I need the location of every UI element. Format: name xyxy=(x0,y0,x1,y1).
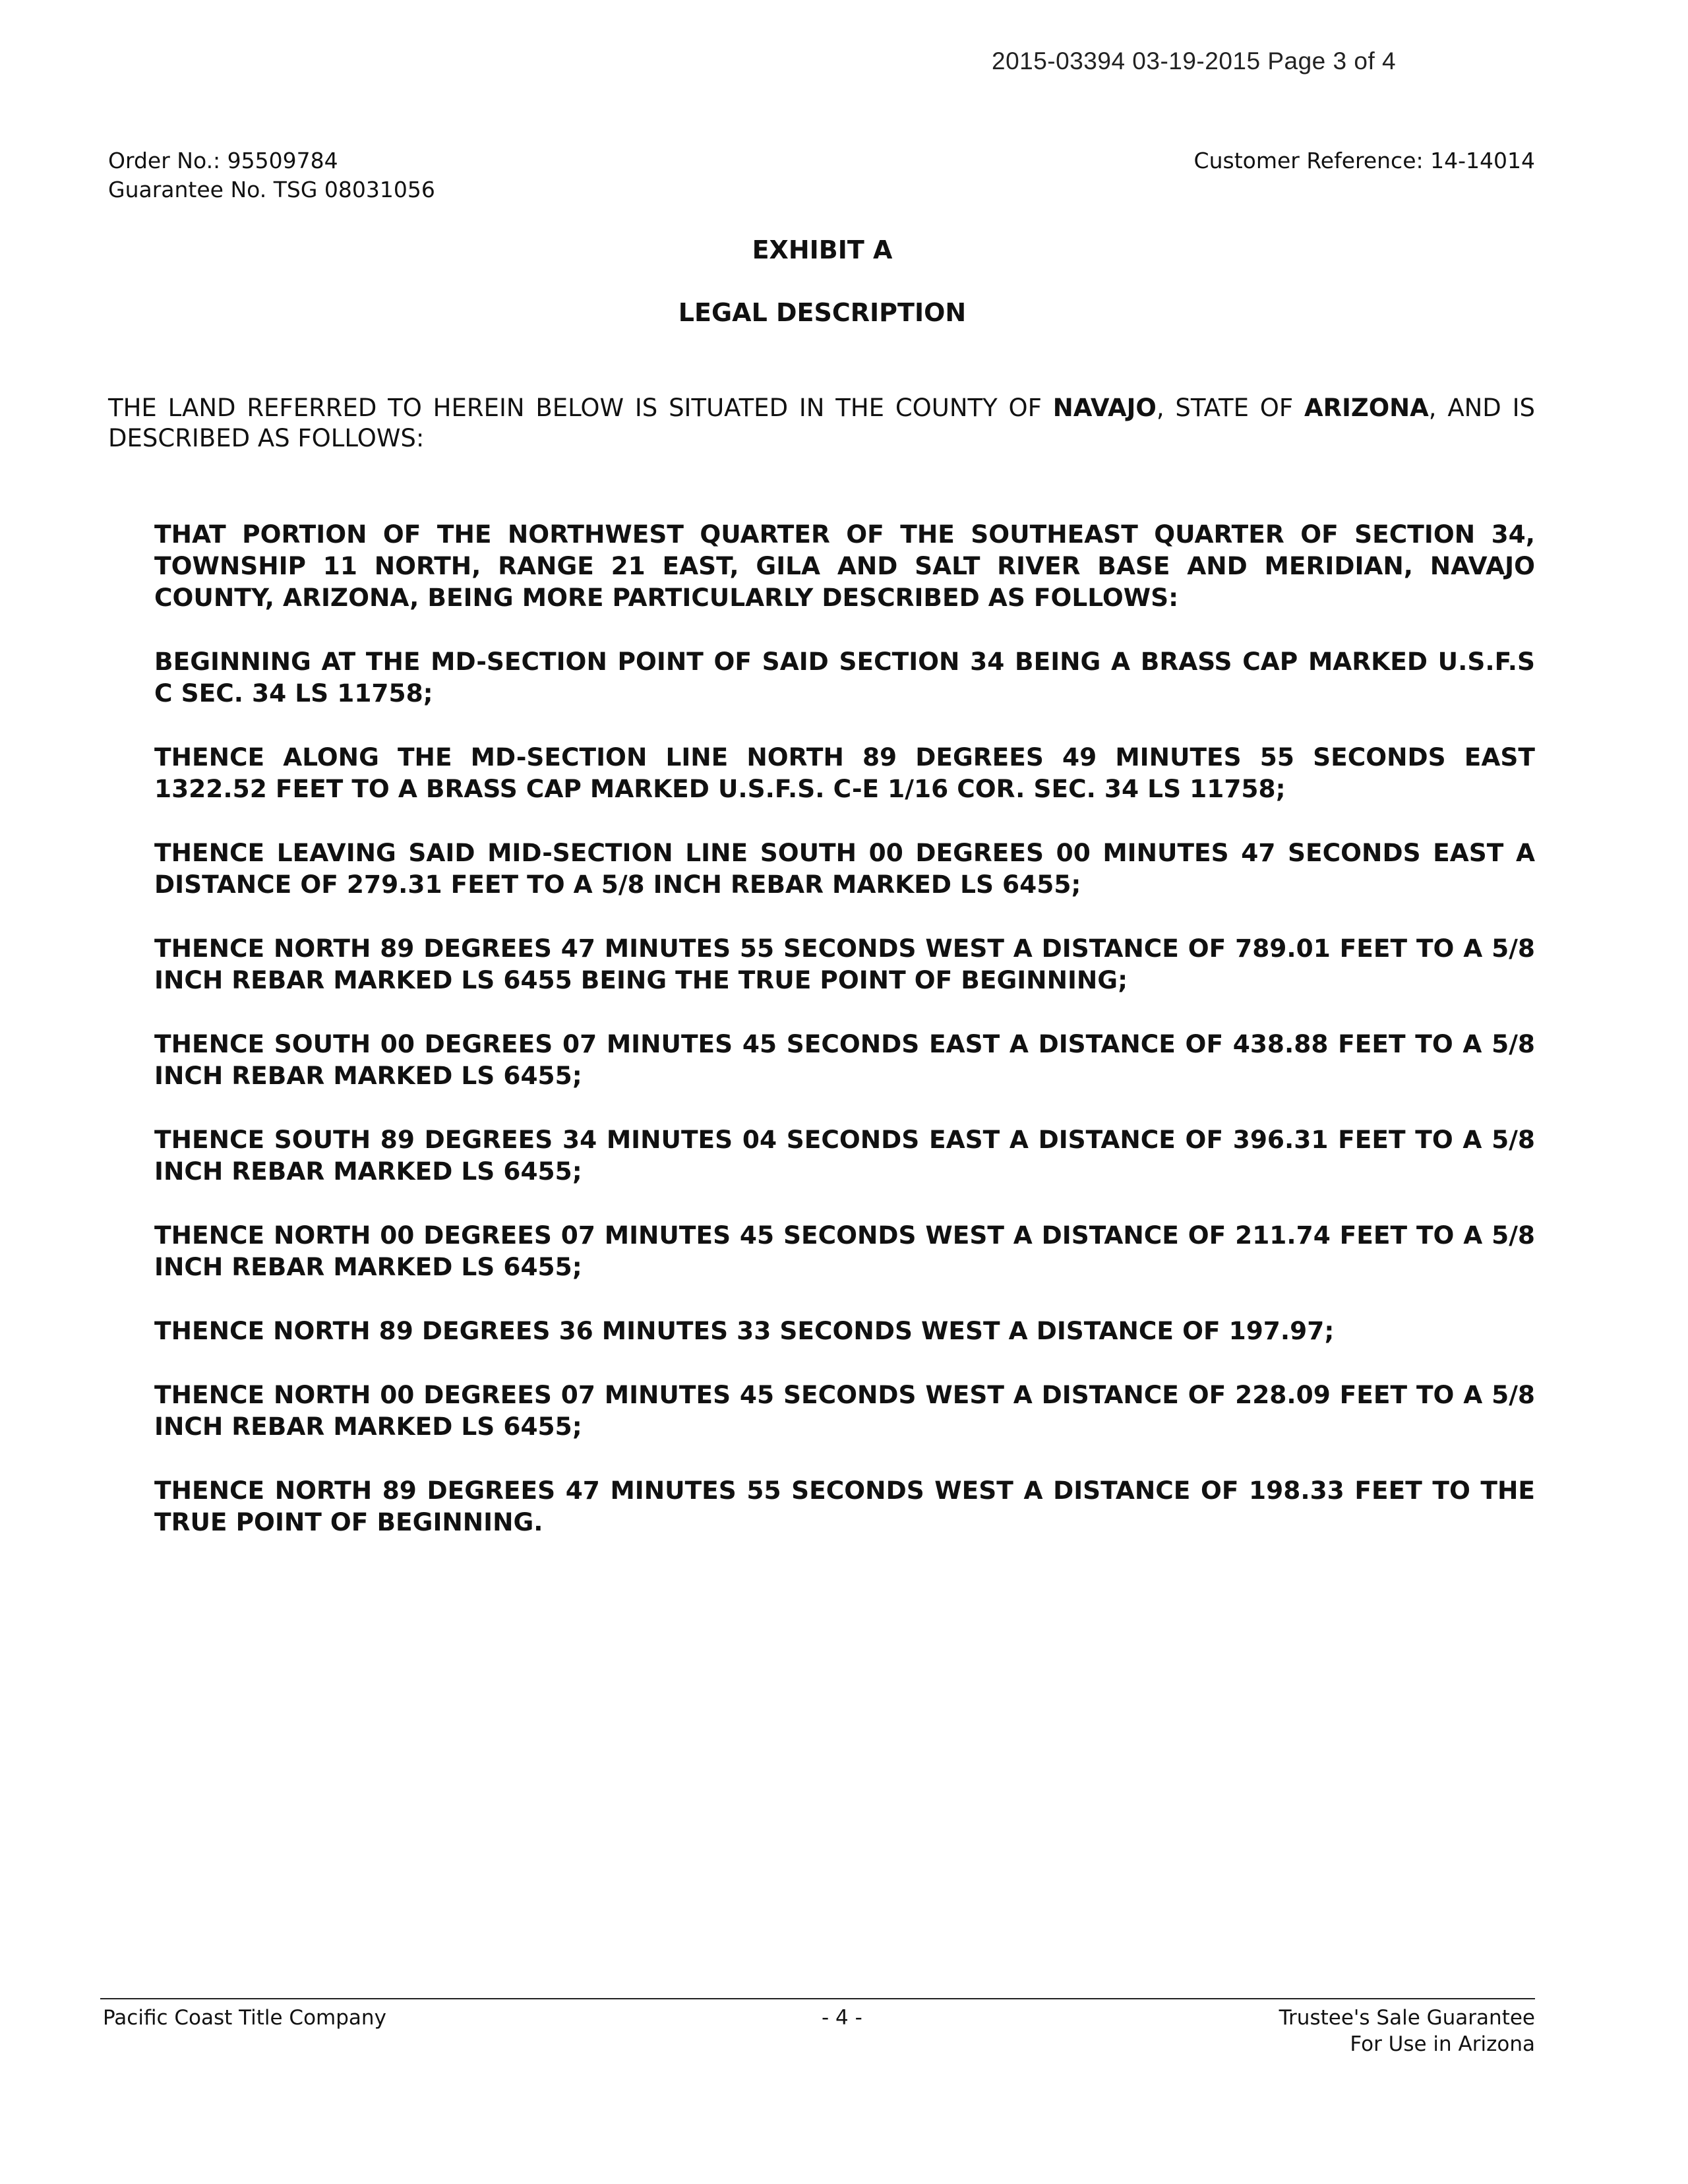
legal-paragraph: THENCE NORTH 00 DEGREES 07 MINUTES 45 SECONDS WEST A DISTANCE OF 228.09 FEET TO A 5/8 INCH REBAR MARKED LS 6455; xyxy=(154,1380,1535,1441)
state-name: ARIZONA xyxy=(1304,394,1429,422)
guarantee-number: Guarantee No. TSG 08031056 xyxy=(108,177,435,202)
footer-product xyxy=(1279,2005,1535,2057)
legal-paragraph: BEGINNING AT THE MD-SECTION POINT OF SAID SECTION 34 BEING A BRASS CAP MARKED U.S.F.S C SEC. 34 LS 11758; xyxy=(154,647,1535,708)
footer-product-line-1: Trustee's Sale Guarantee xyxy=(1279,2006,1535,2030)
footer-product-line-2: For Use in Arizona xyxy=(1350,2032,1535,2056)
legal-description-body xyxy=(154,518,1535,1570)
legal-paragraph: THENCE LEAVING SAID MID-SECTION LINE SOUTH 00 DEGREES 00 MINUTES 47 SECONDS EAST A DISTANCE OF 279.31 FEET TO A 5/8 INCH REBAR MARKED LS 6455; xyxy=(154,838,1535,899)
customer-reference: Customer Reference: 14-14014 xyxy=(1193,148,1535,173)
legal-paragraph: THENCE ALONG THE MD-SECTION LINE NORTH 89 DEGREES 49 MINUTES 55 SECONDS EAST 1322.52 FEET TO A BRASS CAP MARKED U.S.F.S. C-E 1/16 COR. SEC. 34 LS 11758; xyxy=(154,743,1535,803)
exhibit-title: EXHIBIT A xyxy=(752,235,893,264)
intro-text-1: THE LAND REFERRED TO HEREIN BELOW IS SITUATED IN THE COUNTY OF xyxy=(108,394,1053,422)
intro-text-2: , STATE OF xyxy=(1156,394,1304,422)
order-number: Order No.: 95509784 xyxy=(108,148,338,173)
order-info xyxy=(108,146,435,204)
county-name: NAVAJO xyxy=(1052,394,1157,422)
footer-page-number: - 4 - xyxy=(822,2006,862,2030)
legal-paragraph: THENCE NORTH 89 DEGREES 47 MINUTES 55 SECONDS WEST A DISTANCE OF 198.33 FEET TO THE TRUE POINT OF BEGINNING. xyxy=(154,1476,1535,1536)
recording-stamp: 2015-03394 03-19-2015 Page 3 of 4 xyxy=(992,47,1397,75)
intro-text-3: , AND IS DESCRIBED AS FOLLOWS: xyxy=(108,394,1535,452)
footer-divider xyxy=(100,1998,1535,1999)
legal-paragraph: THENCE NORTH 89 DEGREES 36 MINUTES 33 SECONDS WEST A DISTANCE OF 197.97; xyxy=(154,1316,1335,1345)
legal-description-title: LEGAL DESCRIPTION xyxy=(678,298,967,327)
legal-paragraph: THENCE SOUTH 89 DEGREES 34 MINUTES 04 SECONDS EAST A DISTANCE OF 396.31 FEET TO A 5/8 INCH REBAR MARKED LS 6455; xyxy=(154,1125,1535,1186)
legal-paragraph: THENCE SOUTH 00 DEGREES 07 MINUTES 45 SECONDS EAST A DISTANCE OF 438.88 FEET TO A 5/8 INCH REBAR MARKED LS 6455; xyxy=(154,1029,1535,1090)
footer-company: Pacific Coast Title Company xyxy=(103,2006,386,2030)
legal-paragraph: THENCE NORTH 00 DEGREES 07 MINUTES 45 SECONDS WEST A DISTANCE OF 211.74 FEET TO A 5/8 INCH REBAR MARKED LS 6455; xyxy=(154,1221,1535,1281)
legal-paragraph: THAT PORTION OF THE NORTHWEST QUARTER OF THE SOUTHEAST QUARTER OF SECTION 34, TOWNSHIP 11 NORTH, RANGE 21 EAST, GILA AND SALT RIVER BASE AND MERIDIAN, NAVAJO COUNTY, ARIZONA, BEING MORE PARTICULARLY DESCRIBED AS FOLLOWS: xyxy=(154,520,1535,612)
legal-paragraph: THENCE NORTH 89 DEGREES 47 MINUTES 55 SECONDS WEST A DISTANCE OF 789.01 FEET TO A 5/8 INCH REBAR MARKED LS 6455 BEING THE TRUE POINT OF BEGINNING; xyxy=(154,934,1535,994)
intro-paragraph xyxy=(108,393,1535,454)
